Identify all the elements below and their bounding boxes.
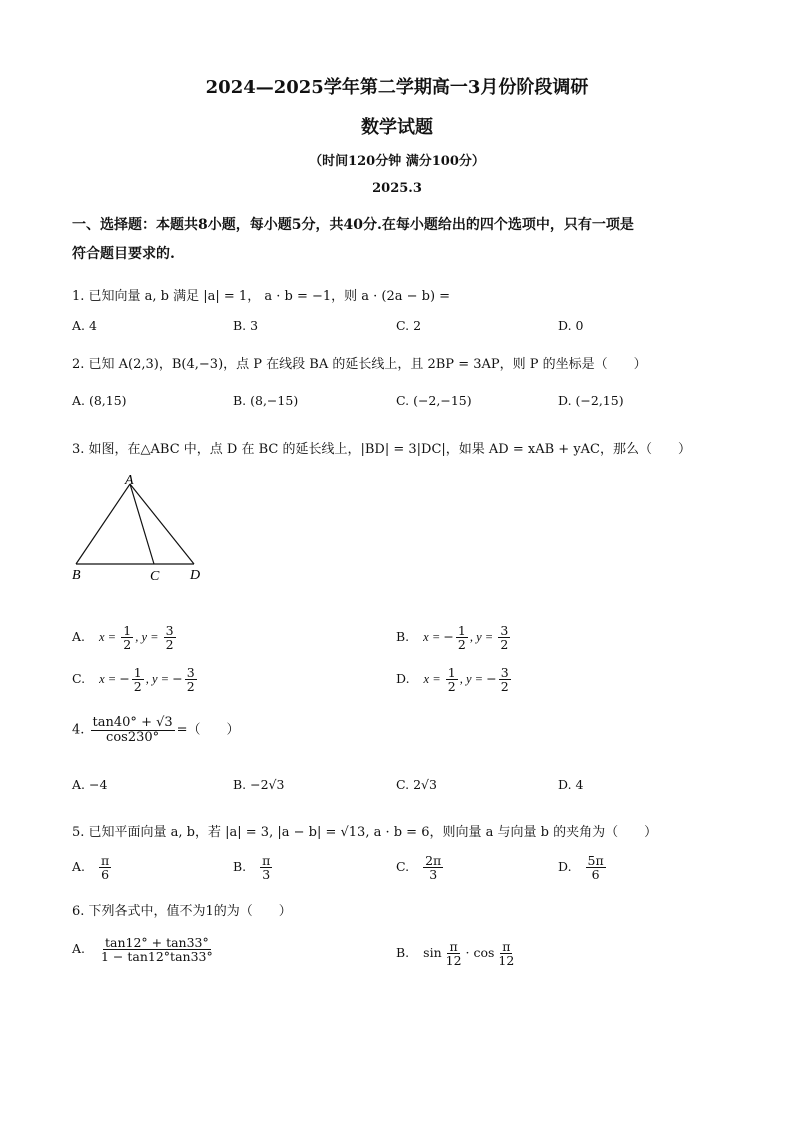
q6a-fraction (99, 936, 215, 963)
q3b-xden: 2 (457, 637, 466, 653)
q6b-letter: B. (396, 945, 410, 961)
question-3-stem: 3. 如图，在△ABC 中，点 D 在 BC 的延长线上，|BD| = 3|DC|，如果 AD = xAB + yAC，那么（ ） (72, 442, 691, 457)
q6b-num2: π (502, 939, 511, 954)
q3c-y: , y = (145, 672, 173, 687)
q3a-x: x = (99, 630, 120, 645)
q3b-letter: B. (396, 629, 410, 645)
q6b-cos: · cos (465, 945, 495, 961)
label-d: D (190, 568, 201, 582)
q3a-ynum: 3 (165, 623, 174, 638)
q3-option-a (72, 624, 178, 651)
q5b-num: π (262, 853, 271, 868)
q3a-xden: 2 (123, 637, 132, 653)
q3d-ynum: 3 (500, 665, 509, 680)
q4-numerator: tan40° + √3 (92, 715, 173, 730)
q1-option-d: D. 0 (558, 318, 584, 333)
q6a-letter: A. (72, 941, 86, 957)
q3c-xsign: − (119, 671, 130, 687)
q5c-den: 3 (429, 867, 438, 883)
q1-option-a: A. 4 (72, 318, 97, 333)
q3-option-b (396, 624, 512, 651)
q5-option-a (72, 854, 113, 881)
q6b-frac2 (496, 940, 516, 967)
q3d-xnum: 1 (447, 665, 456, 680)
label-c: C (150, 569, 160, 582)
q2-option-d: D. (−2,15) (558, 393, 624, 408)
q6b-frac1 (444, 940, 464, 967)
q5b-fraction (260, 854, 272, 881)
q1-option-c: C. 2 (396, 318, 422, 333)
q3d-y: , y = (459, 672, 487, 687)
triangle-figure (68, 472, 218, 582)
q4-fraction (91, 716, 175, 744)
q3c-ynum: 3 (186, 665, 195, 680)
q3c-xden: 2 (133, 679, 142, 695)
q4-number: 4. (72, 722, 85, 738)
q4-denominator: cos230° (106, 729, 160, 745)
q4-option-b: B. −2√3 (233, 777, 285, 792)
q3b-yden: 2 (500, 637, 509, 653)
q4-option-a: A. −4 (72, 777, 108, 792)
q5a-fraction (99, 854, 111, 881)
q3c-yden: 2 (186, 679, 195, 695)
q5c-letter: C. (396, 859, 410, 875)
q5b-den: 3 (262, 867, 271, 883)
q3d-xden: 2 (447, 679, 456, 695)
q3d-x: x = (423, 672, 444, 687)
edge-ab (76, 484, 130, 564)
label-b: B (72, 568, 81, 582)
q6-option-a (72, 936, 217, 963)
q4-option-c: C. 2√3 (396, 777, 437, 792)
q3c-xfrac (132, 666, 144, 693)
exam-title: 2024—2025学年第二学期高一3月份阶段调研 (205, 77, 589, 98)
q3a-letter: A. (72, 629, 86, 645)
q3d-xfrac (446, 666, 458, 693)
q3c-letter: C. (72, 671, 86, 687)
q3c-x: x = (99, 672, 120, 687)
section-heading-line1: 一、选择题：本题共8小题，每小题5分，共40分.在每小题给出的四个选项中，只有一项是 (72, 217, 634, 233)
q3a-xfrac (121, 624, 133, 651)
q5c-num: 2π (425, 853, 442, 868)
q3c-xnum: 1 (133, 665, 142, 680)
q6b-num1: π (449, 939, 458, 954)
q3-option-d (396, 666, 513, 693)
section-heading-line2: 符合题目要求的. (72, 246, 175, 262)
q6b-den1: 12 (445, 953, 462, 969)
q3b-y: , y = (469, 630, 497, 645)
q6a-num: tan12° + tan33° (104, 935, 209, 950)
q5a-den: 6 (101, 867, 110, 883)
question-1-stem: 1. 已知向量 a, b 满足 |a| = 1， a · b = −1，则 a · (2a − b) = (72, 289, 451, 304)
q3b-xfrac (456, 624, 468, 651)
q3a-yfrac (164, 624, 176, 651)
q3c-yfrac (185, 666, 197, 693)
q3c-ysign: − (172, 671, 183, 687)
q3d-yden: 2 (500, 679, 509, 695)
q2-option-b: B. (8,−15) (233, 393, 299, 408)
q5-option-c (396, 854, 445, 881)
edge-ad (130, 484, 194, 564)
q3b-xsign: − (443, 629, 454, 645)
q2-option-c: C. (−2,−15) (396, 393, 472, 408)
question-4-stem (72, 716, 240, 744)
q4-suffix: =（ ） (176, 722, 240, 738)
question-6-stem: 6. 下列各式中，值不为1的为（ ） (72, 904, 292, 919)
q3b-x: x = (423, 630, 444, 645)
q5-option-b (233, 854, 274, 881)
q6b-sin: sin (423, 945, 442, 961)
q4-option-d: D. 4 (558, 777, 584, 792)
q2-option-a: A. (8,15) (72, 393, 127, 408)
q3b-ynum: 3 (500, 623, 509, 638)
q5a-letter: A. (72, 859, 86, 875)
q3d-ysign: − (486, 671, 497, 687)
label-a: A (125, 473, 134, 488)
q5d-fraction (586, 854, 606, 881)
q5-option-d (558, 854, 608, 881)
q5d-letter: D. (558, 859, 572, 875)
q5b-letter: B. (233, 859, 247, 875)
exam-duration: （时间120分钟 满分100分） (309, 154, 485, 169)
q3b-xnum: 1 (457, 623, 466, 638)
q3d-letter: D. (396, 671, 410, 687)
q3a-yden: 2 (165, 637, 174, 653)
q5d-num: 5π (587, 853, 604, 868)
q5d-den: 6 (591, 867, 600, 883)
q3d-yfrac (499, 666, 511, 693)
exam-date: 2025.3 (372, 181, 422, 196)
subject-title: 数学试题 (361, 117, 433, 138)
edge-ac (130, 484, 154, 564)
q6-option-b (396, 940, 518, 967)
q3a-y: , y = (135, 630, 162, 645)
q3a-xnum: 1 (123, 623, 132, 638)
question-2-stem: 2. 已知 A(2,3)，B(4,−3)，点 P 在线段 BA 的延长线上，且 2BP = 3AP，则 P 的坐标是（ ） (72, 357, 647, 372)
q3b-yfrac (498, 624, 510, 651)
q6b-den2: 12 (498, 953, 515, 969)
q6a-den: 1 − tan12°tan33° (101, 949, 213, 965)
q3-option-c (72, 666, 199, 693)
question-5-stem: 5. 已知平面向量 a, b，若 |a| = 3, |a − b| = √13, a · b = 6，则向量 a 与向量 b 的夹角为（ ） (72, 825, 658, 840)
q5a-num: π (101, 853, 110, 868)
q1-option-b: B. 3 (233, 318, 259, 333)
q5c-fraction (423, 854, 443, 881)
